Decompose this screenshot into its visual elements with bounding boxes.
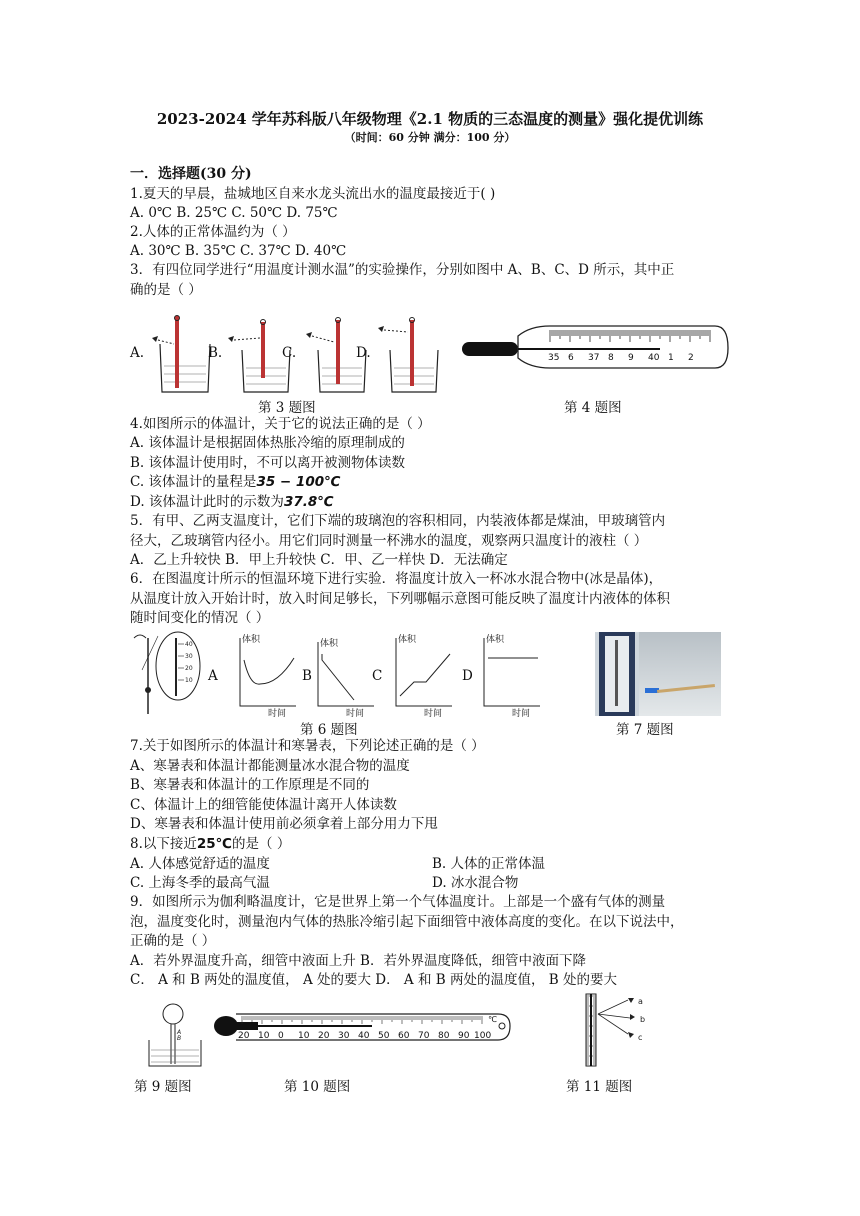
q6-graph-a-yaxis: 体积 xyxy=(242,635,261,645)
q11-label-b: b xyxy=(640,1015,646,1024)
fig3-caption: 第 3 题图 xyxy=(258,400,316,416)
fig10-tick-label: 90 xyxy=(458,1031,470,1041)
q6-graph-label-a: A xyxy=(208,668,218,684)
q6-scale-30: 30 xyxy=(185,653,193,660)
fig10-tick-label: 70 xyxy=(418,1031,430,1041)
svg-text:A: A xyxy=(177,1029,182,1036)
fig10-tick-label: 0 xyxy=(278,1031,284,1041)
q8-stem: 8.以下接近25℃的是（ ） xyxy=(130,836,291,852)
q6-graph-b-xaxis: 时间 xyxy=(346,709,365,719)
q7-option-d: D、寒暑表和体温计使用前必须拿着上部分用力下甩 xyxy=(130,816,438,832)
q10-thermometer-figure xyxy=(212,1008,512,1050)
q11-figure xyxy=(572,992,656,1068)
fig10-tick-label: 100 xyxy=(474,1031,492,1041)
fig10-tick-label: 20 xyxy=(318,1031,330,1041)
q9-line2: 泡，温度变化时，测量泡内气体的热胀冷缩引起下面细管中液体高度的变化。在以下说法中， xyxy=(130,914,684,930)
q6-line3: 随时间变化的情况（ ） xyxy=(130,610,270,626)
q6-graph-d-yaxis: 体积 xyxy=(486,635,505,645)
page-subtitle: （时间：60 分钟 满分：100 分） xyxy=(344,131,516,144)
q7-photo xyxy=(595,632,721,716)
q3-label-c: C. xyxy=(282,345,297,361)
fig4-tick-label: 37 xyxy=(588,353,600,363)
fig10-tick-label: 20 xyxy=(238,1031,250,1041)
fig7-caption: 第 7 题图 xyxy=(616,722,674,738)
q8-option-c: C. 上海冬季的最高气温 xyxy=(130,875,270,891)
fig10-tick-label: 30 xyxy=(338,1031,350,1041)
fig11-caption: 第 11 题图 xyxy=(566,1079,633,1095)
fig6-caption: 第 6 题图 xyxy=(300,722,358,738)
q6-graph-label-c: C xyxy=(372,668,383,684)
q10-unit: ℃ xyxy=(488,1015,497,1024)
page-title: 2023-2024 学年苏科版八年级物理《2.1 物质的三态温度的测量》强化提优训练 xyxy=(156,110,704,128)
q9-galileo-thermometer xyxy=(145,1000,205,1068)
fig4-tick-label: 6 xyxy=(568,353,574,363)
fig10-tick-label: 50 xyxy=(378,1031,390,1041)
q9-options-cd: C． A 和 B 两处的温度值， A 处的要大 D． A 和 B 两处的温度值， B 处的要大 xyxy=(130,972,617,988)
fig10-caption: 第 10 题图 xyxy=(284,1079,351,1095)
q2-stem: 2.人体的正常体温约为（ ） xyxy=(130,224,296,240)
q9-line3: 正确的是（ ） xyxy=(130,933,216,949)
q8-option-a: A. 人体感觉舒适的温度 xyxy=(130,856,270,872)
q6-scale-40: 40 xyxy=(185,641,193,648)
q6-graph-d-xaxis: 时间 xyxy=(512,709,531,719)
q6-graph-label-d: D xyxy=(462,668,473,684)
q5-line1: 5．有甲、乙两支温度计，它们下端的玻璃泡的容积相同，内装液体都是煤油，甲玻璃管内 xyxy=(130,513,666,529)
q6-graph-label-b: B xyxy=(302,668,312,684)
q9-line1: 9．如图所示为伽利略温度计，它是世界上第一个气体温度计。上部是一个盛有气体的测量 xyxy=(130,894,666,910)
fig9-caption: 第 9 题图 xyxy=(134,1079,192,1095)
section-heading: 一．选择题(30 分) xyxy=(130,166,252,182)
fig4-tick-label: 35 xyxy=(548,353,560,363)
q2-options: A. 30℃ B. 35℃ C. 37℃ D. 40℃ xyxy=(130,243,347,259)
q6-graph-c-xaxis: 时间 xyxy=(424,709,443,719)
q3-stem-line2: 确的是（ ） xyxy=(130,282,202,298)
q8-option-d: D. 冰水混合物 xyxy=(432,875,519,891)
fig4-tick-label: 40 xyxy=(648,353,660,363)
q6-line2: 从温度计放入开始计时，放入时间足够长，下列哪幅示意图可能反映了温度计内液体的体积 xyxy=(130,591,670,607)
q1-options: A. 0℃ B. 25℃ C. 50℃ D. 75℃ xyxy=(130,205,338,221)
fig10-tick-label: 60 xyxy=(398,1031,410,1041)
fig4-tick-label: 9 xyxy=(628,353,634,363)
q3-label-a: A. xyxy=(130,345,145,361)
q6-scale-10: 10 xyxy=(185,677,193,684)
q7-stem: 7.关于如图所示的体温计和寒暑表，下列论述正确的是（ ） xyxy=(130,738,485,754)
q6-graph-a-xaxis: 时间 xyxy=(268,709,287,719)
fig4-tick-label: 2 xyxy=(688,353,694,363)
q11-label-c: c xyxy=(638,1033,643,1042)
q7-option-b: B、寒暑表和体温计的工作原理是不同的 xyxy=(130,777,370,793)
fig10-tick-label: 80 xyxy=(438,1031,450,1041)
q3-stem-line1: 3．有四位同学进行“用温度计测水温”的实验操作，分别如图中 A、B、C、D 所示，其中正 xyxy=(130,262,675,278)
q4-option-d: D. 该体温计此时的示数为37.8℃ xyxy=(130,494,334,510)
q5-line2: 径大，乙玻璃管内径小。用它们同时测量一杯沸水的温度，观察两只温度计的液柱（ ） xyxy=(130,533,648,549)
q6-graph-b-yaxis: 体积 xyxy=(320,639,339,649)
q4-option-a: A. 该体温计是根据固体热胀冷缩的原理制成的 xyxy=(130,435,405,451)
fig4-tick-label: 8 xyxy=(608,353,614,363)
q6-graph-c-yaxis: 体积 xyxy=(398,635,417,645)
svg-text:B: B xyxy=(177,1035,182,1042)
q3-label-b: B. xyxy=(208,345,223,361)
q6-line1: 6．在图温度计所示的恒温环境下进行实验．将温度计放入一杯冰水混合物中(冰是晶体)， xyxy=(130,571,663,587)
q5-options: A．乙上升较快 B．甲上升较快 C．甲、乙一样快 D．无法确定 xyxy=(130,552,508,568)
q4-stem: 4.如图所示的体温计，关于它的说法正确的是（ ） xyxy=(130,416,431,432)
q4-option-c: C. 该体温计的量程是35 − 100℃ xyxy=(130,474,341,490)
q11-label-a: a xyxy=(638,997,643,1006)
q4-thermometer-figure xyxy=(460,322,732,372)
q6-scale-20: 20 xyxy=(185,665,193,672)
q3-label-d: D. xyxy=(356,345,371,361)
fig4-caption: 第 4 题图 xyxy=(564,400,622,416)
fig10-tick-label: 10 xyxy=(258,1031,270,1041)
fig10-tick-label: 10 xyxy=(298,1031,310,1041)
fig10-tick-label: 40 xyxy=(358,1031,370,1041)
q9-options-ab: A．若外界温度升高，细管中液面上升 B．若外界温度降低，细管中液面下降 xyxy=(130,953,586,969)
fig4-tick-label: 1 xyxy=(668,353,674,363)
q8-option-b: B. 人体的正常体温 xyxy=(432,856,546,872)
q7-option-a: A、寒暑表和体温计都能测量冰水混合物的温度 xyxy=(130,758,410,774)
q1-stem: 1.夏天的早晨，盐城地区自来水龙头流出水的温度最接近于( ) xyxy=(130,186,496,202)
q7-option-c: C、体温计上的细管能使体温计离开人体读数 xyxy=(130,797,397,813)
q4-option-b: B. 该体温计使用时，不可以离开被测物体读数 xyxy=(130,455,406,471)
